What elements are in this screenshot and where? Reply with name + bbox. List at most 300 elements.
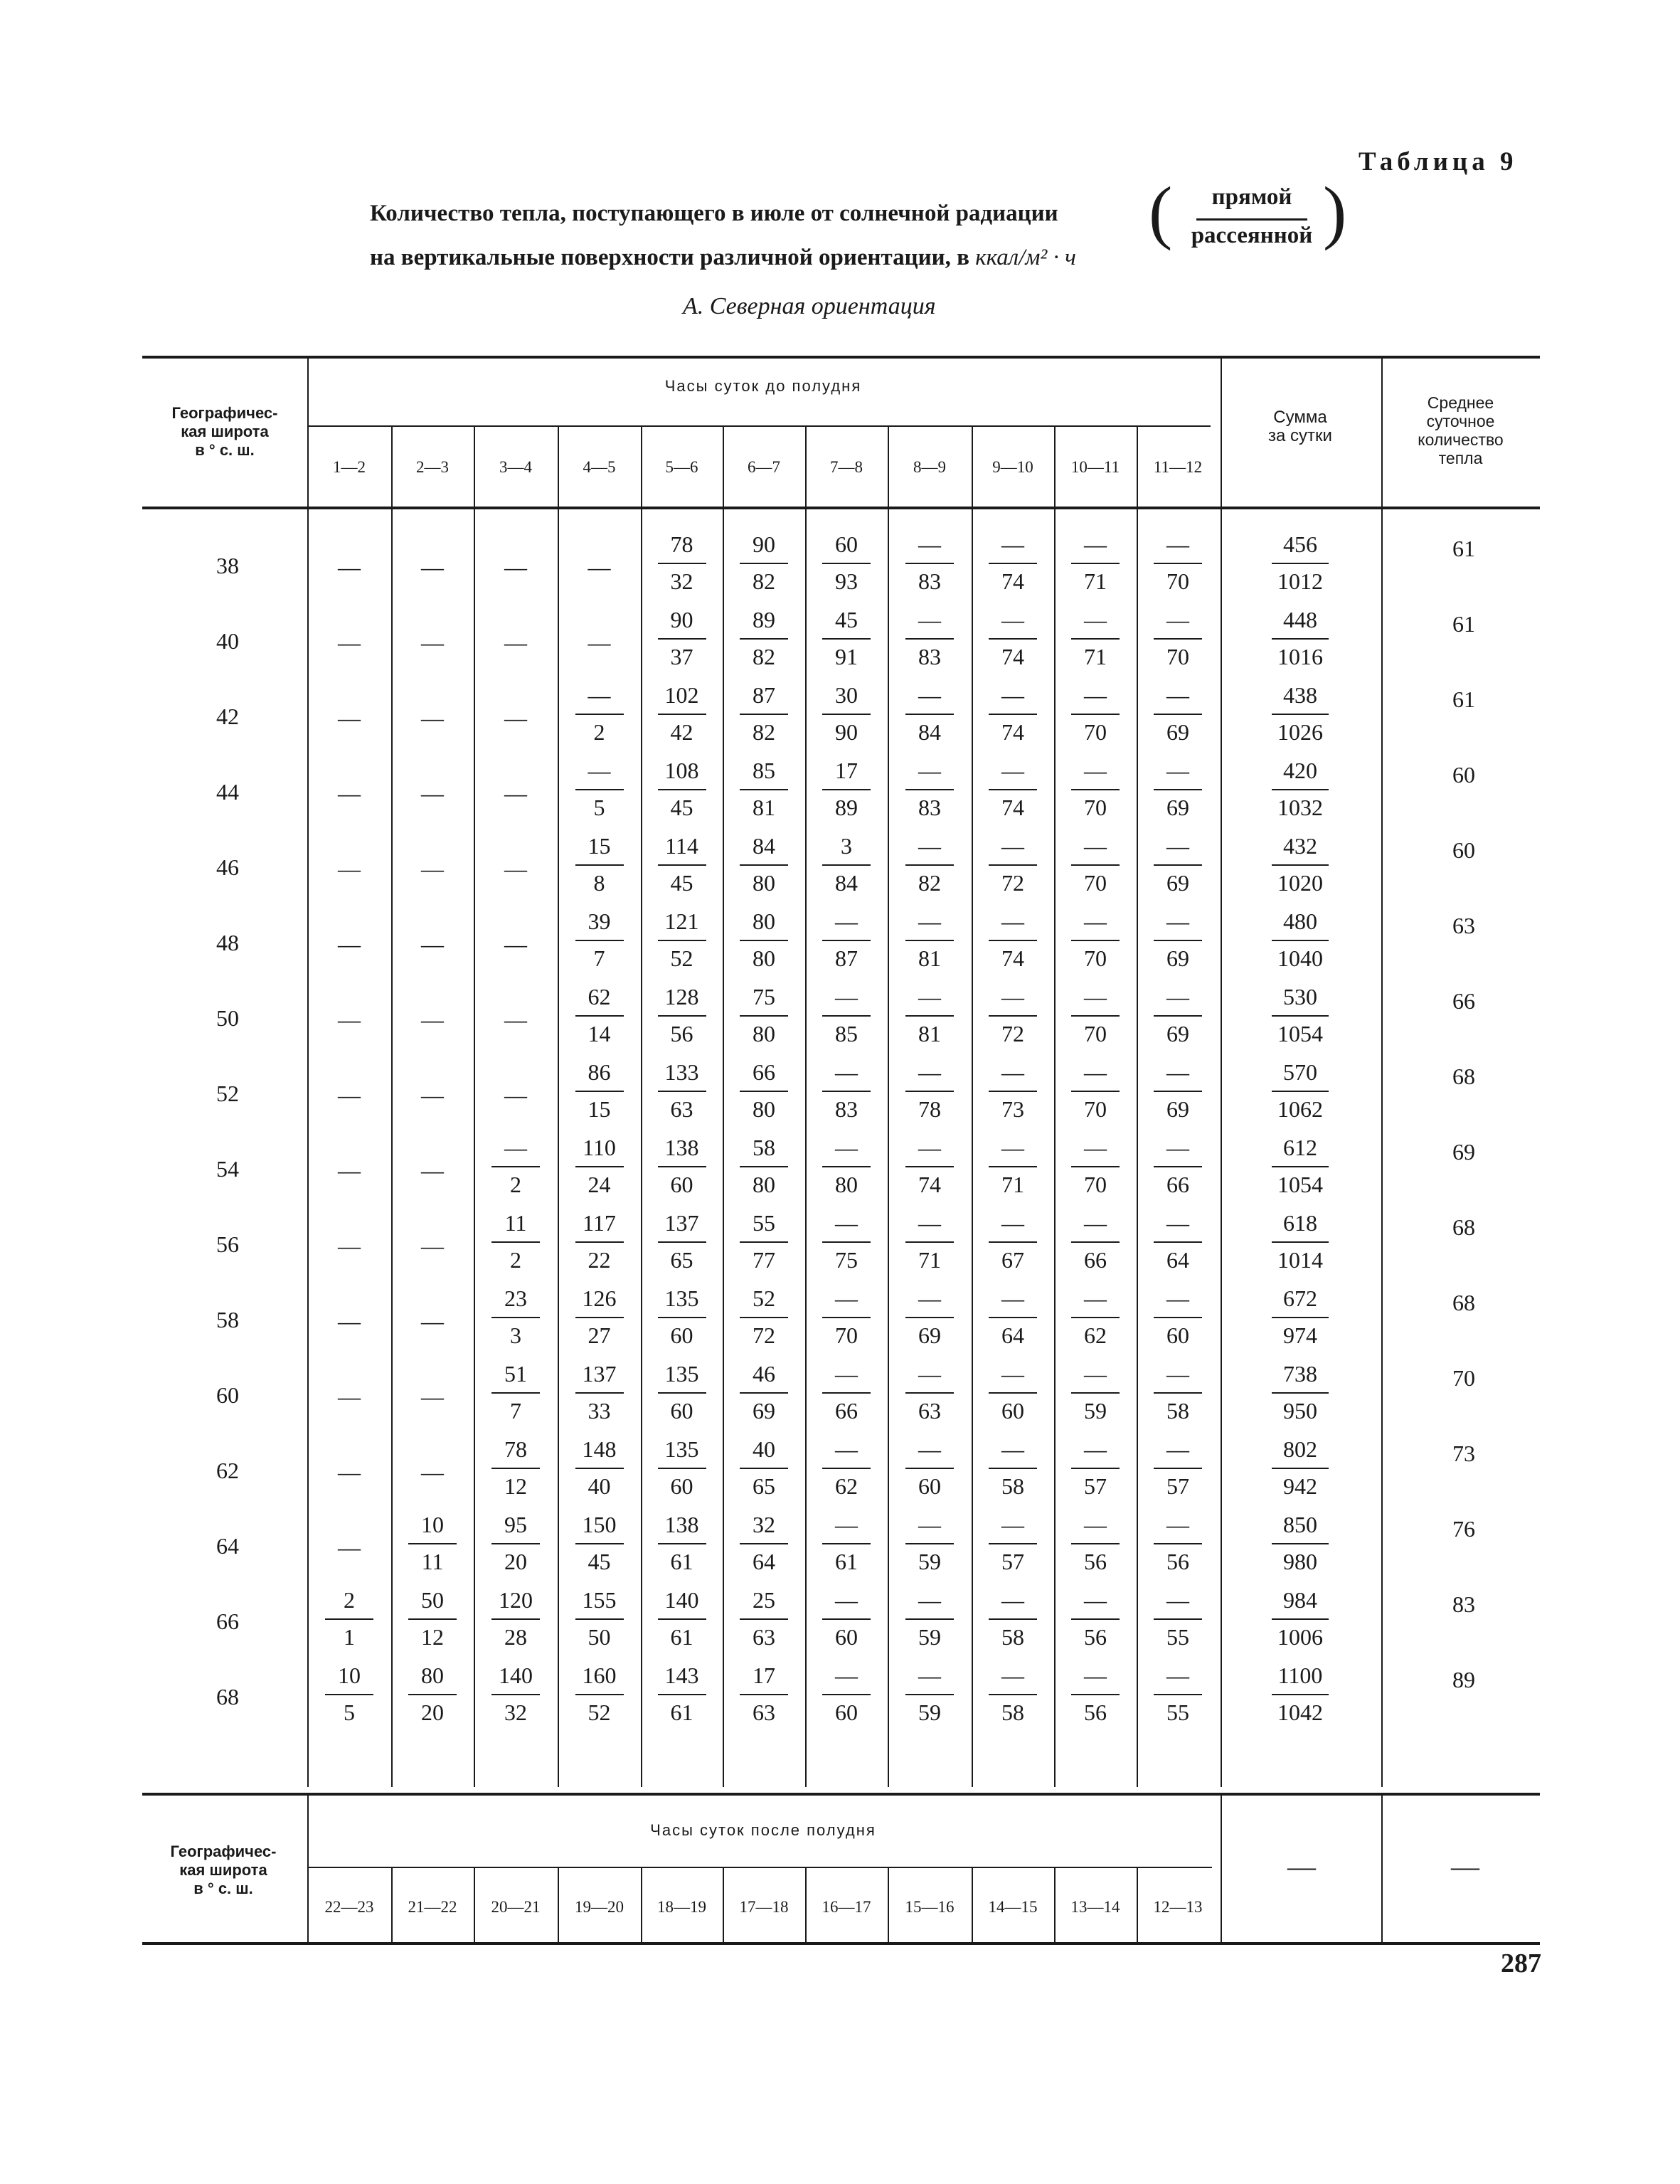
fraction-bar — [989, 1166, 1037, 1167]
cell-denominator: 59 — [1084, 1398, 1107, 1424]
cell-denominator: 71 — [918, 1247, 941, 1273]
cell-numerator: 143 — [664, 1663, 699, 1688]
sum-denominator: 1040 — [1277, 945, 1323, 971]
cell-value: — — [421, 1007, 444, 1032]
sum-numerator: 984 — [1283, 1587, 1317, 1613]
cell-numerator: — — [1084, 1059, 1107, 1085]
hour-column-header: 1—2 — [333, 458, 366, 476]
sum-numerator: 612 — [1283, 1135, 1317, 1160]
fraction-bar — [989, 1241, 1037, 1243]
cell-numerator: 51 — [504, 1361, 527, 1387]
cell-numerator: 95 — [504, 1512, 527, 1537]
cell-denominator: 1 — [344, 1624, 355, 1650]
body-col-rule — [805, 507, 807, 1787]
cell-numerator: — — [1001, 531, 1024, 557]
cell-denominator: 60 — [1001, 1398, 1024, 1424]
cell-numerator: — — [835, 1436, 858, 1462]
cell-numerator: 62 — [588, 984, 611, 1009]
cell-numerator: 46 — [753, 1361, 775, 1387]
cell-denominator: 64 — [1001, 1322, 1024, 1348]
cell-numerator: — — [1166, 1663, 1189, 1688]
fraction-bar — [1272, 1694, 1329, 1695]
sum-numerator: 570 — [1283, 1059, 1317, 1085]
cell-denominator: 74 — [1001, 644, 1024, 669]
cell-denominator: 2 — [593, 719, 605, 745]
cell-numerator: — — [1001, 758, 1024, 783]
cell-numerator: 45 — [835, 607, 858, 632]
cell-denominator: 80 — [753, 945, 775, 971]
body-rule-sum-right — [1381, 507, 1383, 1787]
fraction-bar — [575, 1392, 624, 1394]
cell-numerator: 10 — [421, 1512, 444, 1537]
cell-numerator: — — [1084, 682, 1107, 708]
cell-numerator: 58 — [753, 1135, 775, 1160]
cell-denominator: 12 — [421, 1624, 444, 1650]
cell-denominator: 66 — [1166, 1172, 1189, 1197]
cell-value: — — [338, 705, 361, 731]
cell-value: — — [504, 554, 527, 580]
fraction-bar — [989, 864, 1037, 866]
cell-numerator: 78 — [670, 531, 693, 557]
fraction-bar — [989, 1392, 1037, 1394]
daily-average-value: 61 — [1452, 687, 1475, 712]
fraction-bar — [1071, 1392, 1120, 1394]
cell-numerator: — — [918, 1512, 941, 1537]
cell-denominator: 61 — [835, 1549, 858, 1574]
cell-numerator: — — [1084, 984, 1107, 1009]
cell-numerator: — — [1084, 607, 1107, 632]
fraction-bar — [575, 1091, 624, 1092]
cell-numerator: — — [918, 1059, 941, 1085]
cell-numerator: — — [1084, 1663, 1107, 1688]
cell-numerator: 138 — [664, 1135, 699, 1160]
cell-value: — — [338, 1308, 361, 1334]
cell-denominator: 75 — [835, 1247, 858, 1273]
fraction-bar — [905, 940, 954, 941]
fraction-bar — [822, 1468, 871, 1469]
cell-numerator: — — [504, 1135, 527, 1160]
sum-numerator: 1100 — [1277, 1663, 1323, 1688]
cell-denominator: 90 — [835, 719, 858, 745]
cell-denominator: 37 — [670, 644, 693, 669]
hour-column-header-bottom: 17—18 — [739, 1898, 789, 1916]
fraction-bar — [1071, 789, 1120, 790]
fraction-bar — [740, 789, 788, 790]
cell-numerator: — — [835, 1059, 858, 1085]
cell-numerator: 140 — [664, 1587, 699, 1613]
fraction-bar — [1272, 940, 1329, 941]
cell-value: — — [338, 1157, 361, 1183]
fraction-bar — [905, 1468, 954, 1469]
cell-numerator: — — [918, 682, 941, 708]
cell-denominator: 73 — [1001, 1096, 1024, 1122]
fraction-bar — [658, 563, 706, 564]
cell-denominator: 12 — [504, 1473, 527, 1499]
header-bottom-rule — [142, 507, 1540, 509]
cell-denominator: 58 — [1001, 1700, 1024, 1725]
fraction-bar — [575, 1015, 624, 1017]
cell-numerator: — — [1001, 682, 1024, 708]
cell-value: — — [421, 1384, 444, 1409]
cell-value: — — [421, 554, 444, 580]
cell-denominator: 77 — [753, 1247, 775, 1273]
fraction-bar — [408, 1694, 457, 1695]
latitude-cell: 38 — [216, 553, 239, 578]
sum-numerator: 480 — [1283, 908, 1317, 934]
cell-numerator: 155 — [582, 1587, 617, 1613]
fraction-bar — [822, 789, 871, 790]
latitude-cell: 56 — [216, 1231, 239, 1257]
cell-denominator: 80 — [835, 1172, 858, 1197]
cell-denominator: 3 — [510, 1322, 521, 1348]
cell-value: — — [421, 931, 444, 957]
cell-denominator: 74 — [1001, 945, 1024, 971]
cell-value: — — [338, 630, 361, 655]
sum-denominator: 942 — [1283, 1473, 1317, 1499]
fraction-bar — [989, 1317, 1037, 1318]
fraction-bar — [1154, 864, 1202, 866]
fraction-bar — [822, 1166, 871, 1167]
cell-numerator: 140 — [499, 1663, 533, 1688]
cell-denominator: 61 — [670, 1549, 693, 1574]
cell-denominator: 70 — [1084, 719, 1107, 745]
hour-column-header: 11—12 — [1153, 458, 1203, 476]
sum-denominator: 1012 — [1277, 568, 1323, 594]
fraction-bar — [740, 1015, 788, 1017]
cell-numerator: 55 — [753, 1210, 775, 1236]
cell-denominator: 70 — [835, 1322, 858, 1348]
fraction-bar — [905, 1166, 954, 1167]
cell-numerator: — — [918, 531, 941, 557]
cell-denominator: 32 — [670, 568, 693, 594]
fraction-bar — [822, 1015, 871, 1017]
hour-column-header: 2—3 — [416, 458, 449, 476]
cell-numerator: 137 — [582, 1361, 617, 1387]
fraction-bar — [1272, 1015, 1329, 1017]
cell-numerator: 135 — [664, 1361, 699, 1387]
cell-denominator: 69 — [1166, 1096, 1189, 1122]
daily-average-value: 73 — [1452, 1441, 1475, 1466]
cell-denominator: 83 — [835, 1096, 858, 1122]
cell-numerator: — — [1084, 1512, 1107, 1537]
cell-denominator: 70 — [1084, 870, 1107, 896]
bottom-top-rule — [142, 1793, 1540, 1796]
cell-numerator: 85 — [753, 758, 775, 783]
cell-denominator: 52 — [670, 945, 693, 971]
latitude-header: Географичес- кая широта в ° с. ш. — [171, 404, 278, 459]
fraction-bar — [822, 714, 871, 715]
fraction-bar — [658, 1091, 706, 1092]
fraction-bar — [989, 1694, 1037, 1695]
cell-numerator: 17 — [835, 758, 858, 783]
cell-numerator: 86 — [588, 1059, 611, 1085]
cell-numerator: 17 — [753, 1663, 775, 1688]
cell-value: — — [338, 1007, 361, 1032]
cell-denominator: 32 — [504, 1700, 527, 1725]
cell-numerator: 150 — [582, 1512, 617, 1537]
cell-value: — — [588, 554, 611, 580]
cell-denominator: 24 — [588, 1172, 611, 1197]
latitude-cell: 60 — [216, 1382, 239, 1408]
fraction-bar — [325, 1618, 373, 1620]
sum-denominator: 1014 — [1277, 1247, 1323, 1273]
cell-numerator: 25 — [753, 1587, 775, 1613]
fraction-bar — [1154, 1091, 1202, 1092]
cell-numerator: — — [918, 1587, 941, 1613]
cell-denominator: 61 — [670, 1700, 693, 1725]
bottom-rule-latitude — [307, 1793, 309, 1942]
daily-average-value: 61 — [1452, 611, 1475, 637]
cell-numerator: — — [918, 1135, 941, 1160]
hours-before-noon-header: Часы суток до полудня — [664, 377, 862, 395]
cell-numerator: 87 — [753, 682, 775, 708]
cell-numerator: 117 — [583, 1210, 616, 1236]
cell-value: — — [338, 856, 361, 881]
cell-numerator: — — [1166, 833, 1189, 859]
cell-denominator: 63 — [753, 1624, 775, 1650]
cell-numerator: — — [588, 682, 611, 708]
cell-denominator: 71 — [1084, 568, 1107, 594]
cell-numerator: 32 — [753, 1512, 775, 1537]
fraction-bar — [905, 1091, 954, 1092]
cell-numerator: 60 — [835, 531, 858, 557]
cell-numerator: — — [1166, 1286, 1189, 1311]
sum-numerator: 448 — [1283, 607, 1317, 632]
fraction-bar — [575, 940, 624, 941]
fraction-bar — [1071, 1618, 1120, 1620]
cell-numerator: — — [1166, 1210, 1189, 1236]
cell-value: — — [504, 630, 527, 655]
cell-numerator: — — [1166, 1361, 1189, 1387]
cell-denominator: 62 — [1084, 1322, 1107, 1348]
cell-numerator: — — [918, 607, 941, 632]
fraction-bar — [1154, 1392, 1202, 1394]
cell-denominator: 80 — [753, 1096, 775, 1122]
cell-numerator: — — [1166, 1059, 1189, 1085]
cell-denominator: 84 — [835, 870, 858, 896]
fraction-bar — [575, 1468, 624, 1469]
fraction-bar — [1272, 1241, 1329, 1243]
fraction-bar — [575, 789, 624, 790]
cell-numerator: — — [1084, 1286, 1107, 1311]
hour-column-header-bottom: 14—15 — [988, 1898, 1038, 1916]
fraction-bar — [905, 563, 954, 564]
cell-denominator: 83 — [918, 795, 941, 820]
fraction-bar — [822, 1392, 871, 1394]
fraction-bar — [989, 1618, 1037, 1620]
fraction-bar — [740, 940, 788, 941]
hour-column-header-bottom: 20—21 — [491, 1898, 541, 1916]
cell-denominator: 56 — [1166, 1549, 1189, 1574]
fraction-bar — [822, 1091, 871, 1092]
cell-denominator: 63 — [753, 1700, 775, 1725]
fraction-bar — [989, 1468, 1037, 1469]
hour-column-header: 8—9 — [913, 458, 946, 476]
cell-value: — — [421, 856, 444, 881]
fraction-bar — [989, 789, 1037, 790]
latitude-cell: 48 — [216, 930, 239, 955]
cell-numerator: — — [1084, 1135, 1107, 1160]
cell-numerator: 135 — [664, 1286, 699, 1311]
hour-column-header-bottom: 21—22 — [408, 1898, 457, 1916]
body-col-rule — [888, 507, 889, 1787]
cell-denominator: 89 — [835, 795, 858, 820]
cell-denominator: 65 — [753, 1473, 775, 1499]
cell-numerator: 121 — [664, 908, 699, 934]
sum-denominator: 1032 — [1277, 795, 1323, 820]
fraction-bar — [740, 1166, 788, 1167]
cell-numerator: — — [1166, 607, 1189, 632]
cell-numerator: 102 — [664, 682, 699, 708]
cell-numerator: 114 — [665, 833, 698, 859]
sum-numerator: 530 — [1283, 984, 1317, 1009]
cell-numerator: 2 — [344, 1587, 355, 1613]
fraction-bar — [989, 638, 1037, 640]
fraction-bar — [658, 1317, 706, 1318]
fraction-bar — [491, 1317, 540, 1318]
cell-numerator: — — [835, 1361, 858, 1387]
cell-value: — — [504, 856, 527, 881]
cell-denominator: 50 — [588, 1624, 611, 1650]
table-title-line-1: Количество тепла, поступающего в июле от солнечной радиации — [370, 201, 1058, 226]
cell-denominator: 67 — [1001, 1247, 1024, 1273]
fraction-bar — [905, 638, 954, 640]
sum-denominator: 1016 — [1277, 644, 1323, 669]
cell-denominator: 71 — [1084, 644, 1107, 669]
latitude-cell: 62 — [216, 1458, 239, 1483]
hour-column-header-bottom: 19—20 — [575, 1898, 624, 1916]
cell-denominator: 66 — [1084, 1247, 1107, 1273]
cell-numerator: — — [835, 1512, 858, 1537]
cell-denominator: 72 — [753, 1322, 775, 1348]
fraction-bar — [740, 1091, 788, 1092]
fraction-bar — [658, 789, 706, 790]
cell-value: — — [421, 1082, 444, 1108]
cell-numerator: — — [1166, 682, 1189, 708]
cell-denominator: 60 — [1166, 1322, 1189, 1348]
fraction-bar — [905, 864, 954, 866]
fraction-bar — [1154, 1015, 1202, 1017]
cell-numerator: 90 — [670, 607, 693, 632]
cell-numerator: — — [918, 833, 941, 859]
fraction-bar — [1272, 1317, 1329, 1318]
cell-numerator: 80 — [753, 908, 775, 934]
fraction-bar — [905, 1618, 954, 1620]
fraction-bar — [740, 1694, 788, 1695]
sum-numerator: 850 — [1283, 1512, 1317, 1537]
fraction-bar — [575, 1543, 624, 1544]
cell-numerator: 78 — [504, 1436, 527, 1462]
sum-denominator: 1006 — [1277, 1624, 1323, 1650]
cell-numerator: — — [1166, 1587, 1189, 1613]
cell-denominator: 64 — [753, 1549, 775, 1574]
cell-denominator: 11 — [421, 1549, 444, 1574]
daily-average-value: 69 — [1452, 1139, 1475, 1165]
cell-denominator: 56 — [670, 1021, 693, 1046]
fraction-bar — [1071, 864, 1120, 866]
cell-numerator: 66 — [753, 1059, 775, 1085]
fraction-bar — [822, 1694, 871, 1695]
cell-value: — — [338, 931, 361, 957]
cell-denominator: 59 — [918, 1700, 941, 1725]
body-rule-latitude — [307, 507, 309, 1787]
cell-denominator: 82 — [753, 644, 775, 669]
cell-denominator: 63 — [918, 1398, 941, 1424]
cell-numerator: — — [835, 1663, 858, 1688]
daily-average-value: 83 — [1452, 1591, 1475, 1617]
cell-numerator: 128 — [664, 984, 699, 1009]
fraction-bar — [1154, 563, 1202, 564]
fraction-bar — [740, 864, 788, 866]
cell-numerator: — — [1001, 1059, 1024, 1085]
cell-denominator: 57 — [1001, 1549, 1024, 1574]
legend-denominator: рассеянной — [1191, 223, 1313, 248]
cell-denominator: 60 — [670, 1398, 693, 1424]
fraction-bar — [1071, 1694, 1120, 1695]
cell-denominator: 33 — [588, 1398, 611, 1424]
fraction-bar — [658, 1468, 706, 1469]
cell-numerator: 40 — [753, 1436, 775, 1462]
fraction-bar — [740, 1392, 788, 1394]
table-top-rule — [142, 356, 1540, 359]
body-col-rule — [1137, 507, 1138, 1787]
fraction-bar — [740, 638, 788, 640]
cell-value: — — [504, 1082, 527, 1108]
cell-denominator: 62 — [835, 1473, 858, 1499]
sum-denominator: 1020 — [1277, 870, 1323, 896]
cell-denominator: 55 — [1166, 1624, 1189, 1650]
fraction-bar — [658, 1241, 706, 1243]
daily-average-value: 60 — [1452, 837, 1475, 863]
daily-average-value: 61 — [1452, 536, 1475, 561]
cell-numerator: — — [835, 1135, 858, 1160]
cell-numerator: — — [918, 1286, 941, 1311]
fraction-bar — [822, 563, 871, 564]
latitude-cell: 66 — [216, 1608, 239, 1634]
latitude-cell: 64 — [216, 1533, 239, 1559]
sum-denominator: 980 — [1283, 1549, 1317, 1574]
cell-denominator: 70 — [1166, 568, 1189, 594]
cell-numerator: 11 — [504, 1210, 527, 1236]
fraction-bar — [491, 1241, 540, 1243]
cell-numerator: — — [1001, 1436, 1024, 1462]
fraction-bar — [575, 714, 624, 715]
fraction-bar — [1071, 1015, 1120, 1017]
cell-value: — — [504, 705, 527, 731]
cell-value: — — [504, 780, 527, 806]
cell-denominator: 60 — [670, 1473, 693, 1499]
cell-denominator: 61 — [670, 1624, 693, 1650]
hour-column-header: 7—8 — [830, 458, 863, 476]
latitude-cell: 50 — [216, 1005, 239, 1031]
cell-denominator: 60 — [670, 1322, 693, 1348]
hours-after-noon-header: Часы суток после полудня — [650, 1821, 876, 1839]
cell-numerator: 75 — [753, 984, 775, 1009]
cell-denominator: 22 — [588, 1247, 611, 1273]
fraction-bar — [1272, 1392, 1329, 1394]
daily-average-value: 63 — [1452, 913, 1475, 938]
hour-column-header-bottom: 16—17 — [822, 1898, 871, 1916]
cell-numerator: — — [835, 1587, 858, 1613]
daily-average-value: 70 — [1452, 1365, 1475, 1391]
fraction-bar — [1154, 1543, 1202, 1544]
cell-numerator: — — [1001, 908, 1024, 934]
cell-value: — — [338, 1459, 361, 1485]
fraction-bar — [408, 1543, 457, 1544]
fraction-bar — [1071, 1166, 1120, 1167]
sum-denominator: 1054 — [1277, 1021, 1323, 1046]
fraction-bar — [658, 1392, 706, 1394]
